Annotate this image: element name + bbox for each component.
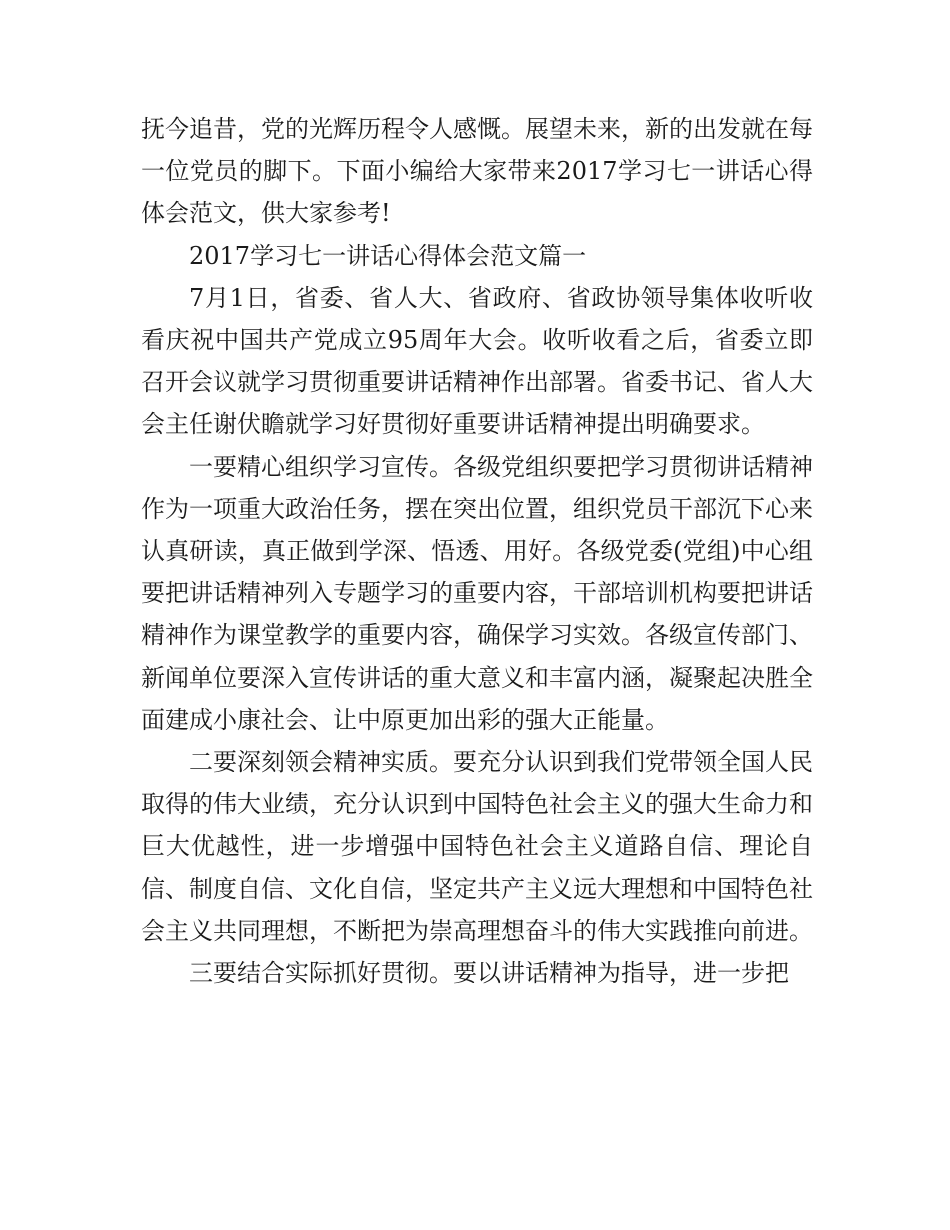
body-paragraph: 7月1日，省委、省人大、省政府、省政协领导集体收听收看庆祝中国共产党成立95周年大会。收听收看之后，省委立即召开会议就学习贯彻重要讲话精神作出部署。省委书记、省人大会主任谢伏瞻就学习好贯彻好重要讲话精神提出明确要求。 [141,283,813,439]
body-paragraph: 三要结合实际抓好贯彻。要以讲话精神为指导，进一步把 [189,959,789,988]
intro-paragraph: 抚今追昔，党的光辉历程令人感慨。展望未来，新的出发就在每一位党员的脚下。下面小编给大家带来2017学习七一讲话心得体会范文，供大家参考! [141,115,813,228]
section-heading: 2017学习七一讲话心得体会范文篇一 [189,241,587,270]
body-paragraph: 一要精心组织学习宣传。各级党组织要把学习贯彻讲话精神作为一项重大政治任务，摆在突出位置，组织党员干部沉下心来认真研读，真正做到学深、悟透、用好。各级党委(党组)中心组要把讲话精神列入专题学习的重要内容，干部培训机构要把讲话精神作为课堂教学的重要内容，确保学习实效。各级宣传部门、新闻单位要深入宣传讲话的重大意义和丰富内涵，凝聚起决胜全面建成小康社会、让中原更加出彩的强大正能量。 [141,452,813,734]
document-body [141,108,813,994]
body-paragraph: 二要深刻领会精神实质。要充分认识到我们党带领全国人民取得的伟大业绩，充分认识到中国特色社会主义的强大生命力和巨大优越性，进一步增强中国特色社会主义道路自信、理论自信、制度自信、文化自信，坚定共产主义远大理想和中国特色社会主义共同理想，不断把为崇高理想奋斗的伟大实践推向前进。 [141,748,813,945]
